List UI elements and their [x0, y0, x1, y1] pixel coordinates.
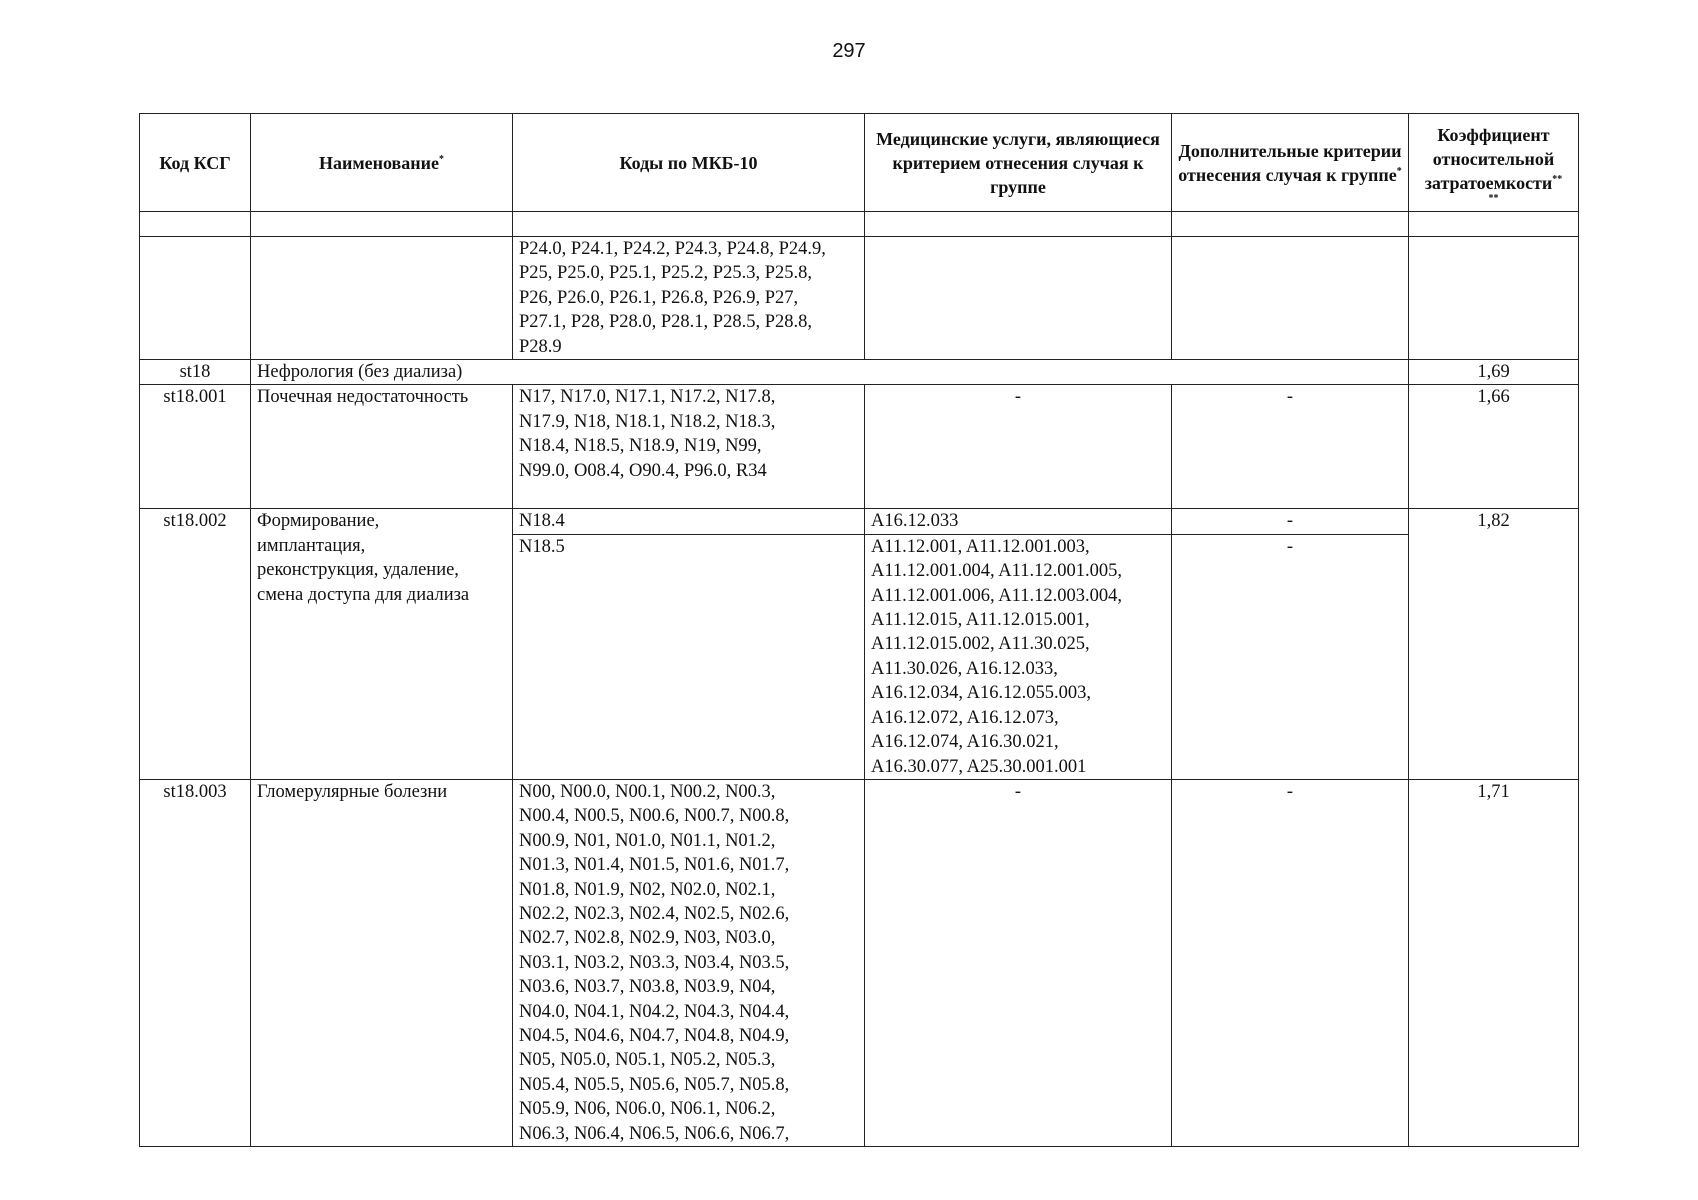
header-coef: Коэффициент относительной затратоемкости** ** — [1409, 114, 1579, 212]
cell-name — [251, 237, 513, 360]
cell-code: st18.002 — [140, 509, 251, 779]
table-row-st18-001 — [140, 385, 1579, 509]
cell-coef: 1,66 — [1409, 385, 1579, 509]
cell-services: - — [865, 779, 1172, 1146]
header-services: Медицинские услуги, являющиеся критерием отнесения случая к группе — [865, 114, 1172, 212]
spacer-cell — [513, 212, 865, 237]
cell-criteria: - — [1172, 385, 1409, 509]
cell-criteria: - — [1172, 509, 1409, 534]
page-number: 297 — [832, 40, 866, 62]
cell-code: st18 — [140, 360, 251, 385]
cell-code: st18.001 — [140, 385, 251, 509]
table-header-row — [140, 114, 1579, 212]
cell-icd: N18.5 — [513, 534, 865, 779]
table-row-group-st18 — [140, 360, 1579, 385]
cell-coef: 1,69 — [1409, 360, 1579, 385]
spacer-cell — [140, 212, 251, 237]
cell-icd: P24.0, P24.1, P24.2, P24.3, P24.8, P24.9, P25, P25.0, P25.1, P25.2, P25.3, P25.8, P26, P26.0, P26.1, P26.8, P26.9, P27, P27.1, P28, P28.0, P28.1, P28.5, P28.8, P28.9 — [513, 237, 865, 360]
cell-services — [865, 237, 1172, 360]
table-row-continuation — [140, 237, 1579, 360]
spacer-cell — [251, 212, 513, 237]
cell-name: Почечная недостаточность — [251, 385, 513, 509]
spacer-cell — [865, 212, 1172, 237]
cell-services: A11.12.001, A11.12.001.003, A11.12.001.004, A11.12.001.005, A11.12.001.006, A11.12.003.004, A11.12.015, A11.12.015.001, A11.12.015.002, A11.30.025, A11.30.026, A16.12.033, A16.12.034, A16.12.055.003, A16.12.072, A16.12.073, A16.12.074, A16.30.021, A16.30.077, A25.30.001.001 — [865, 534, 1172, 779]
header-coef-mark-below: ** — [1488, 192, 1499, 204]
ksg-table — [139, 113, 1579, 1147]
header-icd: Коды по МКБ-10 — [513, 114, 865, 212]
cell-coef — [1409, 237, 1579, 360]
spacer-cell — [1172, 212, 1409, 237]
header-criteria: Дополнительные критерии отнесения случая к группе* — [1172, 114, 1409, 212]
table-row-st18-002-a — [140, 509, 1579, 534]
cell-services: - — [865, 385, 1172, 509]
cell-code: st18.003 — [140, 779, 251, 1146]
cell-criteria: - — [1172, 779, 1409, 1146]
cell-coef: 1,71 — [1409, 779, 1579, 1146]
cell-criteria: - — [1172, 534, 1409, 779]
cell-code — [140, 237, 251, 360]
table-spacer-row — [140, 212, 1579, 237]
cell-name: Гломерулярные болезни — [251, 779, 513, 1146]
header-name: Наименование* — [251, 114, 513, 212]
header-code: Код КСГ — [140, 114, 251, 212]
cell-icd: N00, N00.0, N00.1, N00.2, N00.3, N00.4, N00.5, N00.6, N00.7, N00.8, N00.9, N01, N01.0, N01.1, N01.2, N01.3, N01.4, N01.5, N01.6, N01.7, N01.8, N01.9, N02, N02.0, N02.1, N02.2, N02.3, N02.4, N02.5, N02.6, N02.7, N02.8, N02.9, N03, N03.0, N03.1, N03.2, N03.3, N03.4, N03.5, N03.6, N03.7, N03.8, N03.9, N04, N04.0, N04.1, N04.2, N04.3, N04.4, N04.5, N04.6, N04.7, N04.8, N04.9, N05, N05.0, N05.1, N05.2, N05.3, N05.4, N05.5, N05.6, N05.7, N05.8, N05.9, N06, N06.0, N06.1, N06.2, N06.3, N06.4, N06.5, N06.6, N06.7, — [513, 779, 865, 1146]
cell-services: A16.12.033 — [865, 509, 1172, 534]
table-row-st18-003 — [140, 779, 1579, 1146]
header-name-mark: * — [439, 153, 444, 165]
header-criteria-mark: * — [1396, 165, 1402, 177]
cell-icd: N18.4 — [513, 509, 865, 534]
cell-group-name: Нефрология (без диализа) — [251, 360, 1409, 385]
spacer-cell — [1409, 212, 1579, 237]
cell-icd: N17, N17.0, N17.1, N17.2, N17.8, N17.9, N18, N18.1, N18.2, N18.3, N18.4, N18.5, N18.9, N19, N99, N99.0, O08.4, O90.4, P96.0, R34 — [513, 385, 865, 509]
cell-coef: 1,82 — [1409, 509, 1579, 779]
header-coef-mark: ** — [1552, 173, 1563, 185]
cell-criteria — [1172, 237, 1409, 360]
cell-name: Формирование, имплантация, реконструкция, удаление, смена доступа для диализа — [251, 509, 513, 779]
